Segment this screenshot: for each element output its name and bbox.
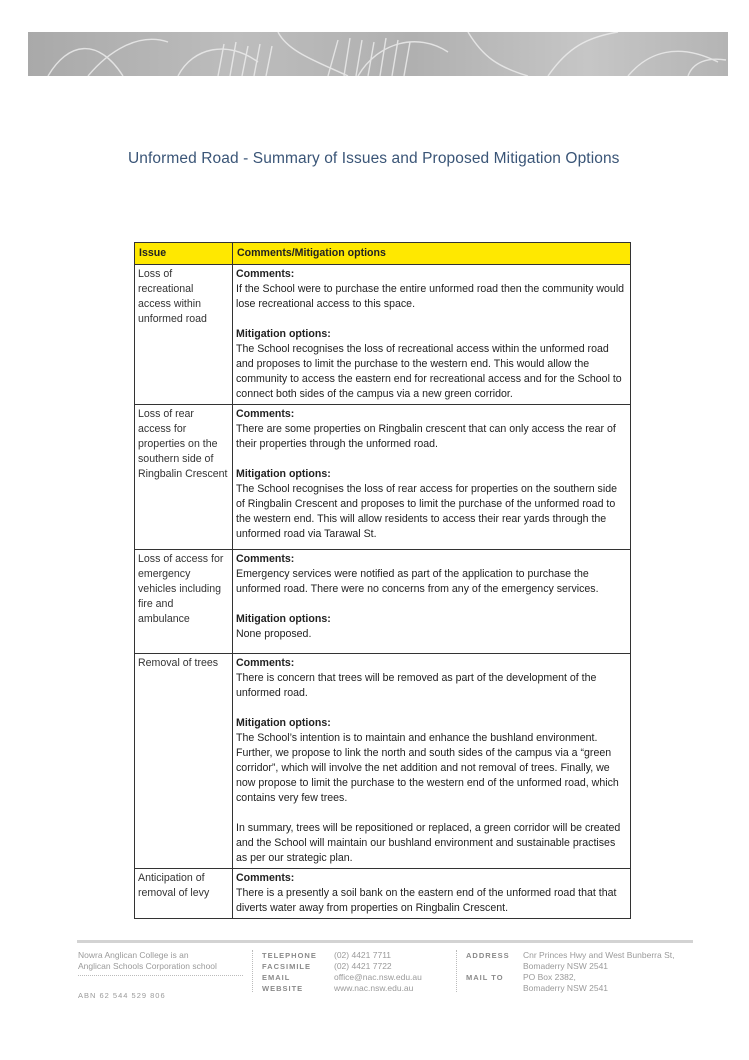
org-line-1: Nowra Anglican College is an xyxy=(78,950,189,960)
email-label: EMAIL xyxy=(262,973,291,982)
website-label: WEBSITE xyxy=(262,984,304,993)
mitigation-label: Mitigation options: xyxy=(236,328,331,340)
address-line-1: Cnr Princes Hwy and West Bunberra St, xyxy=(523,950,675,960)
table-row xyxy=(135,550,631,654)
comments-text: Emergency services were notified as part of the application to purchase the unformed road. There were no concerns from any of the emergency services. xyxy=(236,568,599,595)
address-labels xyxy=(466,950,510,983)
comments-text: If the School were to purchase the entire unformed road then the community would lose recreational access to this space. xyxy=(236,283,625,310)
address-values xyxy=(523,950,703,994)
dotted-divider xyxy=(78,975,243,976)
mailto-line-2: Bomaderry NSW 2541 xyxy=(523,983,609,993)
issue-cell: Anticipation of removal of levy xyxy=(135,869,233,919)
footer-divider xyxy=(77,940,693,943)
facsimile-label: FACSIMILE xyxy=(262,962,312,971)
comments-text: There is a presently a soil bank on the eastern end of the unformed road that that diverts water away from properties on Ringbalin Crescent. xyxy=(236,887,617,914)
mitigation-text: The School’s intention is to maintain and enhance the bushland environment. Further, we propose to link the north and south sides of the campus via a “green corridor”, which will involve the net addition and not removal of trees. Finally, we now propose to limit the purchase to the western end of the unformed road, which contains very few trees. xyxy=(236,732,619,804)
comments-cell xyxy=(233,265,631,405)
footer-organisation xyxy=(78,950,248,1001)
contact-labels xyxy=(262,950,317,994)
table-row xyxy=(135,405,631,550)
header-issue: Issue xyxy=(135,243,233,265)
footer-separator xyxy=(252,950,253,992)
address-line-2: Bomaderry NSW 2541 xyxy=(523,961,609,971)
comments-cell xyxy=(233,869,631,919)
issue-cell: Loss of rear access for properties on the southern side of Ringbalin Crescent xyxy=(135,405,233,550)
table-row xyxy=(135,265,631,405)
issue-cell: Loss of access for emergency vehicles including fire and ambulance xyxy=(135,550,233,654)
facsimile-value: (02) 4421 7722 xyxy=(334,961,392,971)
mitigation-label: Mitigation options: xyxy=(236,717,331,729)
email-link[interactable]: office@nac.nsw.edu.au xyxy=(334,972,422,982)
mitigation-text: The School recognises the loss of recreational access within the unformed road and proposes to limit the purchase to the western end. This would allow the community to access the eastern end for recreational access and for the School to connect both sides of the campus via a new green corridor. xyxy=(236,343,622,400)
comments-text: There are some properties on Ringbalin crescent that can only access the rear of their properties through the unformed road. xyxy=(236,423,616,450)
table-row xyxy=(135,869,631,919)
comments-label: Comments: xyxy=(236,408,295,420)
page-title: Unformed Road - Summary of Issues and Proposed Mitigation Options xyxy=(128,150,620,167)
comments-cell xyxy=(233,405,631,550)
address-label: ADDRESS xyxy=(466,951,510,960)
mailto-line-1: PO Box 2382, xyxy=(523,972,576,982)
org-line-2: Anglican Schools Corporation school xyxy=(78,961,217,971)
header-comments: Comments/Mitigation options xyxy=(233,243,631,265)
mitigation-summary-text: In summary, trees will be repositioned or replaced, a green corridor will be created and the School will maintain our bushland environment and sustainable practises as per our strategic plan. xyxy=(236,822,621,864)
comments-text: There is concern that trees will be removed as part of the development of the unformed road. xyxy=(236,672,597,699)
table-header-row xyxy=(135,243,631,265)
abn-number: ABN 62 544 529 806 xyxy=(78,991,166,1000)
mailto-label: MAIL TO xyxy=(466,973,504,982)
mitigation-text: None proposed. xyxy=(236,628,312,640)
mitigation-label: Mitigation options: xyxy=(236,468,331,480)
website-link[interactable]: www.nac.nsw.edu.au xyxy=(334,983,414,993)
mitigation-label: Mitigation options: xyxy=(236,613,331,625)
telephone-label: TELEPHONE xyxy=(262,951,317,960)
contact-values xyxy=(334,950,422,994)
footer-separator xyxy=(456,950,457,992)
banner-decoration xyxy=(28,32,728,76)
issue-cell: Removal of trees xyxy=(135,654,233,869)
comments-label: Comments: xyxy=(236,268,295,280)
mitigation-text: The School recognises the loss of rear access for properties on the southern side of Ringbalin Crescent and proposes to limit the purchase of the unformed road to the western end. This will allow residents to access their rear yards through the unformed road via Tarawal St. xyxy=(236,483,617,540)
comments-cell xyxy=(233,654,631,869)
comments-label: Comments: xyxy=(236,657,295,669)
telephone-value: (02) 4421 7711 xyxy=(334,950,392,960)
issue-cell: Loss of recreational access within unformed road xyxy=(135,265,233,405)
table-row xyxy=(135,654,631,869)
comments-cell xyxy=(233,550,631,654)
comments-label: Comments: xyxy=(236,553,295,565)
comments-label: Comments: xyxy=(236,872,295,884)
header-banner xyxy=(28,32,728,76)
issues-table xyxy=(134,242,631,919)
